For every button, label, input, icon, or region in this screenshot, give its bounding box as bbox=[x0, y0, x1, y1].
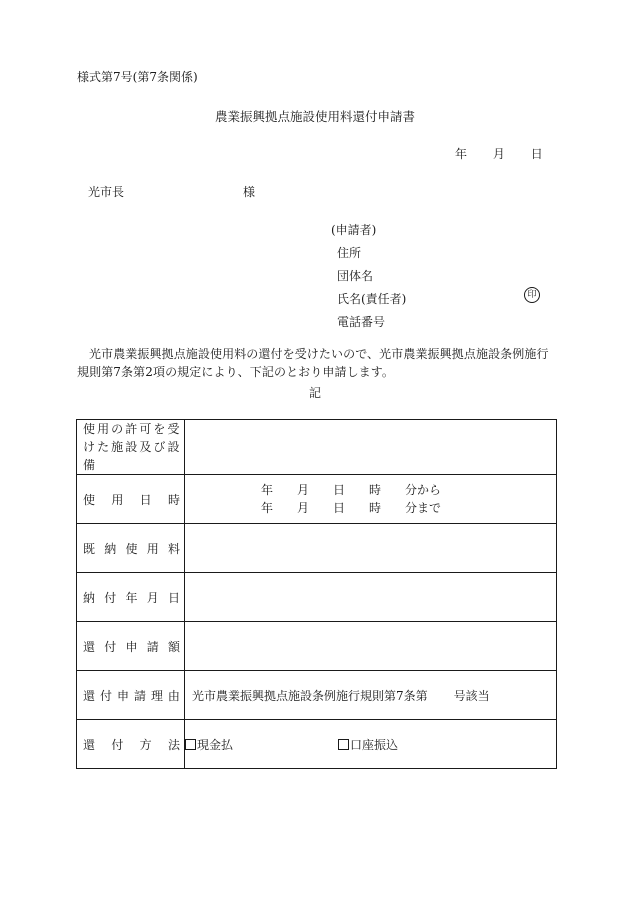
cash-option-label: 現金払 bbox=[197, 737, 234, 752]
to-day: 日 bbox=[333, 501, 346, 515]
to-minute: 分まで bbox=[405, 501, 442, 515]
addressee-honorific: 様 bbox=[243, 185, 256, 199]
table-row bbox=[77, 720, 557, 769]
group-name-label: 団体名 bbox=[337, 269, 374, 283]
label-char: 使 bbox=[83, 492, 96, 507]
to-month: 月 bbox=[297, 501, 310, 515]
addressee-name: 光市長 bbox=[88, 185, 125, 199]
refund-reason-value-cell[interactable] bbox=[185, 671, 557, 720]
address-label: 住所 bbox=[337, 246, 362, 260]
refund-method-label bbox=[83, 736, 180, 753]
facility-value-cell[interactable] bbox=[185, 420, 557, 475]
refund-method-label-cell bbox=[77, 720, 185, 769]
refund-reason-suffix: 号該当 bbox=[453, 688, 490, 703]
to-hour: 時 bbox=[369, 501, 382, 515]
date-month-label: 月 bbox=[492, 147, 505, 161]
label-char: 既 bbox=[83, 541, 96, 556]
paid-fee-value-cell[interactable] bbox=[185, 524, 557, 573]
seal-mark-icon: 印 bbox=[524, 287, 540, 303]
to-year: 年 bbox=[261, 501, 274, 515]
label-char: 日 bbox=[139, 492, 152, 507]
table-row bbox=[77, 420, 557, 475]
datetime-to-row bbox=[185, 499, 556, 517]
applicant-heading: (申請者) bbox=[331, 223, 377, 237]
cash-option[interactable] bbox=[185, 736, 338, 753]
application-table bbox=[76, 419, 557, 769]
usage-datetime-label bbox=[83, 491, 180, 508]
label-char: 付 bbox=[104, 590, 117, 605]
label-char: 月 bbox=[146, 590, 159, 605]
applicant-block bbox=[331, 219, 406, 334]
refund-amount-label bbox=[83, 638, 180, 655]
date-day-label: 日 bbox=[530, 147, 543, 161]
refund-reason-prefix: 光市農業振興拠点施設条例施行規則第7条第 bbox=[192, 688, 428, 703]
table-row bbox=[77, 475, 557, 524]
label-char: 用 bbox=[146, 541, 159, 556]
table-row bbox=[77, 524, 557, 573]
date-line bbox=[455, 145, 543, 162]
label-char: 時 bbox=[167, 492, 180, 507]
label-char: 用 bbox=[111, 492, 124, 507]
refund-reason-label-cell bbox=[77, 671, 185, 720]
label-char: 法 bbox=[167, 737, 180, 752]
from-day: 日 bbox=[333, 483, 346, 497]
label-char: 請 bbox=[133, 688, 146, 703]
paid-fee-label-cell bbox=[77, 524, 185, 573]
label-char: 付 bbox=[99, 688, 112, 703]
from-minute: 分から bbox=[405, 483, 442, 497]
refund-reason-label bbox=[83, 687, 180, 704]
refund-amount-label-cell bbox=[77, 622, 185, 671]
label-char: 還 bbox=[83, 737, 96, 752]
label-char: 申 bbox=[125, 639, 138, 654]
label-char: 料 bbox=[167, 541, 180, 556]
label-char: 額 bbox=[167, 639, 180, 654]
label-char: 方 bbox=[139, 737, 152, 752]
label-char: 納 bbox=[104, 541, 117, 556]
label-char: 由 bbox=[167, 688, 180, 703]
label-char: 付 bbox=[111, 737, 124, 752]
label-char: 使 bbox=[125, 541, 138, 556]
table-row bbox=[77, 622, 557, 671]
from-year: 年 bbox=[261, 483, 274, 497]
request-statement: 光市農業振興拠点施設使用料の還付を受けたいので、光市農業振興拠点施設条例施行規則第7条第2項の規定により、下記のとおり申請します。 bbox=[77, 347, 549, 379]
refund-method-value-cell bbox=[185, 720, 557, 769]
refund-amount-value-cell[interactable] bbox=[185, 622, 557, 671]
from-hour: 時 bbox=[369, 483, 382, 497]
facility-label: 使用の許可を受けた施設及び設備 bbox=[83, 422, 180, 472]
applicant-name-label: 氏名(責任者) bbox=[337, 292, 407, 306]
label-char: 還 bbox=[83, 688, 96, 703]
date-year-label: 年 bbox=[455, 147, 468, 161]
label-char: 付 bbox=[104, 639, 117, 654]
label-char: 請 bbox=[146, 639, 159, 654]
document-title: 農業振興拠点施設使用料還付申請書 bbox=[214, 109, 415, 124]
facility-label-cell bbox=[77, 420, 185, 475]
paid-fee-label bbox=[83, 540, 180, 557]
transfer-option[interactable] bbox=[338, 736, 398, 753]
usage-datetime-value-cell[interactable] bbox=[185, 475, 557, 524]
label-char: 申 bbox=[116, 688, 129, 703]
table-row bbox=[77, 573, 557, 622]
label-char: 納 bbox=[83, 590, 96, 605]
label-char: 理 bbox=[150, 688, 163, 703]
payment-date-value-cell[interactable] bbox=[185, 573, 557, 622]
ki-heading: 記 bbox=[308, 386, 321, 400]
usage-datetime-label-cell bbox=[77, 475, 185, 524]
phone-label: 電話番号 bbox=[337, 315, 386, 329]
transfer-option-label: 口座振込 bbox=[350, 737, 399, 752]
from-month: 月 bbox=[297, 483, 310, 497]
payment-date-label-cell bbox=[77, 573, 185, 622]
label-char: 日 bbox=[167, 590, 180, 605]
table-row bbox=[77, 671, 557, 720]
form-number: 様式第7号(第7条関係) bbox=[77, 70, 198, 84]
transfer-checkbox[interactable] bbox=[338, 739, 349, 750]
label-char: 年 bbox=[125, 590, 138, 605]
label-char: 還 bbox=[83, 639, 96, 654]
datetime-from-row bbox=[185, 481, 556, 499]
cash-checkbox[interactable] bbox=[185, 739, 196, 750]
payment-date-label bbox=[83, 589, 180, 606]
addressee bbox=[88, 183, 256, 200]
